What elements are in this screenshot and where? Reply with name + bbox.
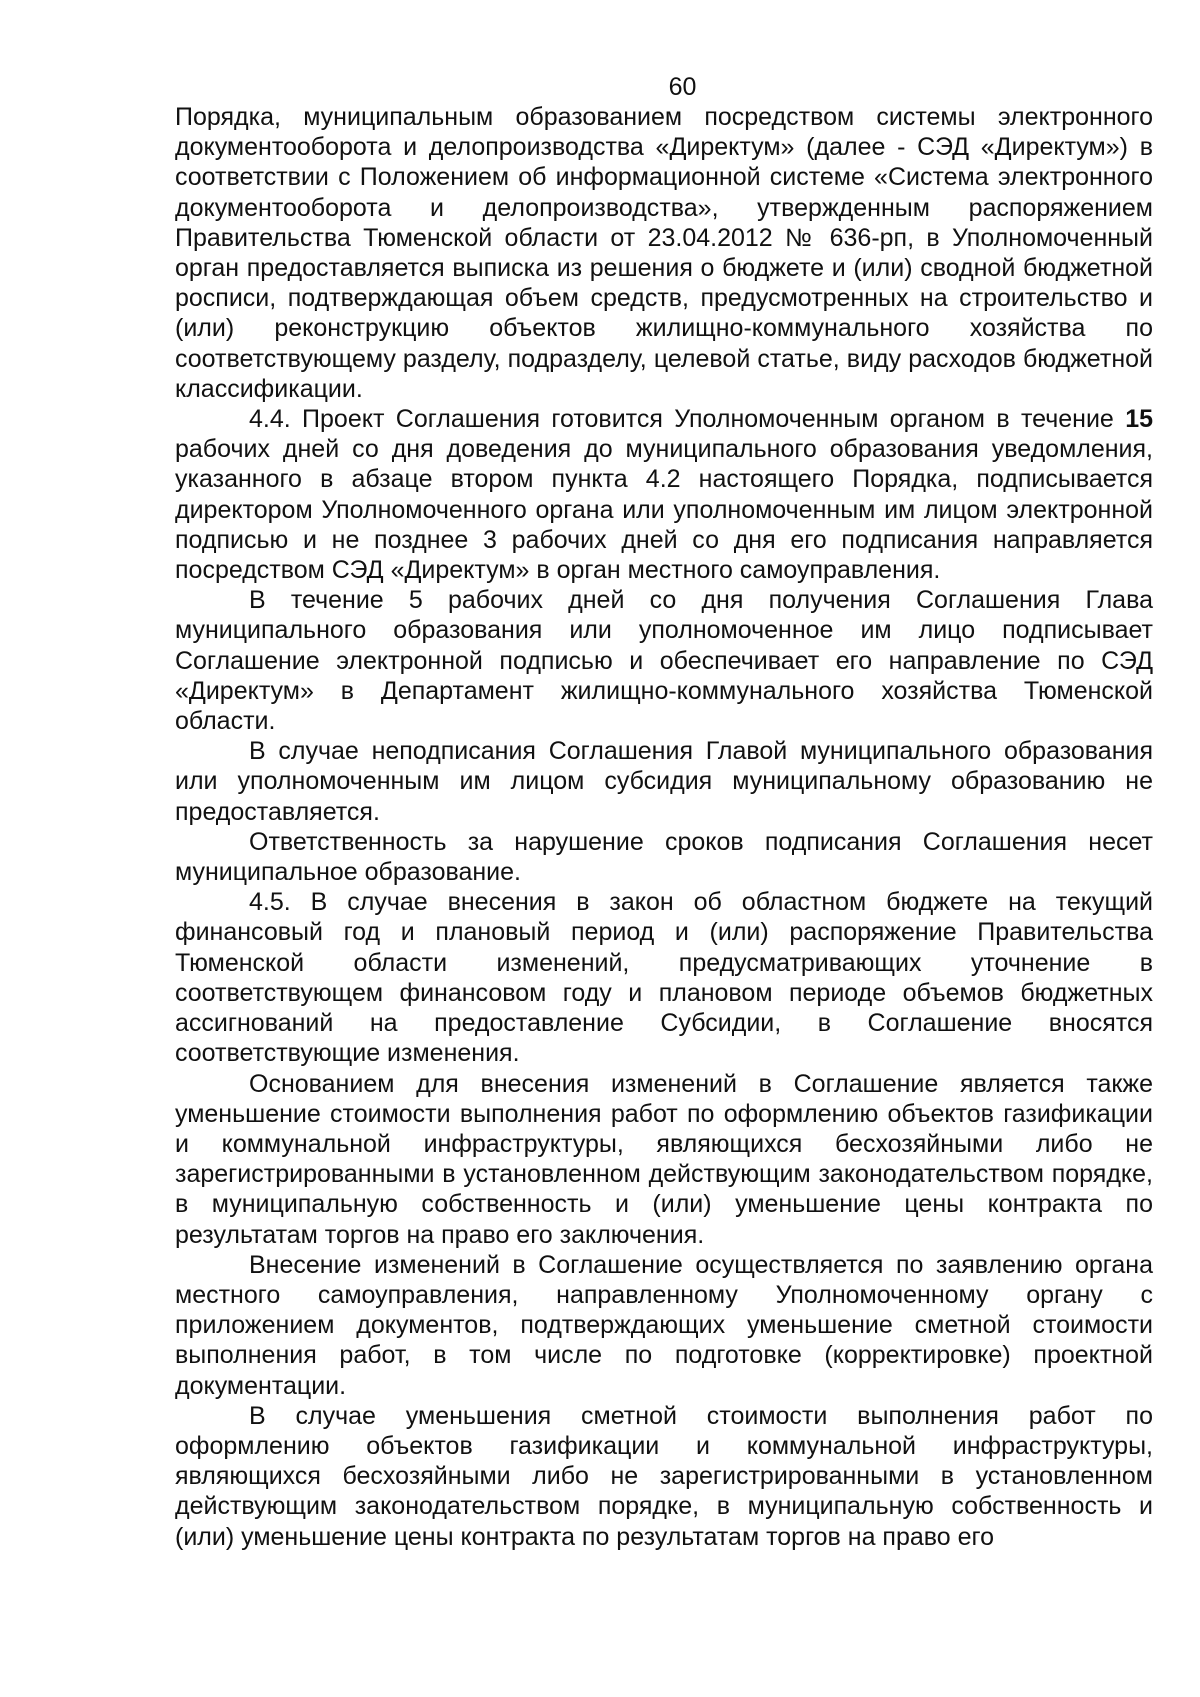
page-number: 60 xyxy=(668,73,697,101)
document-body xyxy=(175,102,1153,1552)
paragraph-changes-procedure: Внесение изменений в Соглашение осуществляется по заявлению органа местного самоуправления, направленному Уполномоченному органу с приложением документов, подтверждающих уменьшение сметной стоимости выполнения работ, в том числе по подготовке (корректировке) проектной документации. xyxy=(175,1250,1153,1400)
paragraph-continuation: Порядка, муниципальным образованием посредством системы электронного документооборота и делопроизводства «Директум» (далее - СЭД «Директум») в соответствии с Положением об информационной системе «Система электронного документооборота и делопроизводства», утвержденным распоряжением Правительства Тюменской области от 23.04.2012 № 636-рп, в Уполномоченный орган предоставляется выписка из решения о бюджете и (или) сводной бюджетной росписи, подтверждающая объем средств, предусмотренных на строительство и (или) реконструкцию объектов жилищно-коммунального хозяйства по соответствующему разделу, подразделу, целевой статье, виду расходов бюджетной классификации. xyxy=(175,103,1153,403)
paragraph-4-4 xyxy=(175,404,1153,585)
paragraph-text: рабочих дней со дня доведения до муниципального образования уведомления, указанного в абзаце втором пункта 4.2 настоящего Порядка, подписывается директором Уполномоченного органа или уполномоченным им лицом электронной подписью и не позднее 3 рабочих дней со дня его подписания направляется посредством СЭД «Директум» в орган местного самоуправления. xyxy=(175,435,1153,585)
paragraph-grounds-for-changes: Основанием для внесения изменений в Соглашение является также уменьшение стоимости выполнения работ по оформлению объектов газификации и коммунальной инфраструктуры, являющихся бесхозяйными либо не зарегистрированными в установленном действующим законодательством порядке, в муниципальную собственность и (или) уменьшение цены контракта по результатам торгов на право его заключения. xyxy=(175,1069,1153,1249)
paragraph-non-signing: В случае неподписания Соглашения Главой муниципального образования или уполномоченным им лицом субсидия муниципальному образованию не предоставляется. xyxy=(175,737,1153,826)
paragraph-signing-deadline: В течение 5 рабочих дней со дня получения Соглашения Глава муниципального образования или уполномоченное им лицо подписывает Соглашение электронной подписью и обеспечивает его направление по СЭД «Директум» в Департамент жилищно-коммунального хозяйства Тюменской области. xyxy=(175,586,1153,736)
paragraph-cost-reduction: В случае уменьшения сметной стоимости выполнения работ по оформлению объектов газификации и коммунальной инфраструктуры, являющихся бесхозяйными либо не зарегистрированными в установленном действующим законодательством порядке, в муниципальную собственность и (или) уменьшение цены контракта по результатам торгов на право его xyxy=(175,1401,1153,1551)
paragraph-responsibility: Ответственность за нарушение сроков подписания Соглашения несет муниципальное образование. xyxy=(175,827,1153,887)
paragraph-4-5: 4.5. В случае внесения в закон об областном бюджете на текущий финансовый год и плановый период и (или) распоряжение Правительства Тюменской области изменений, предусматривающих уточнение в соответствующем финансовом году и плановом периоде объемов бюджетных ассигнований на предоставление Субсидии, в Соглашение вносятся соответствующие изменения. xyxy=(175,888,1153,1068)
bold-day-count: 15 xyxy=(1125,405,1153,434)
paragraph-text: 4.4. Проект Соглашения готовится Уполномоченным органом в течение xyxy=(249,405,1126,434)
